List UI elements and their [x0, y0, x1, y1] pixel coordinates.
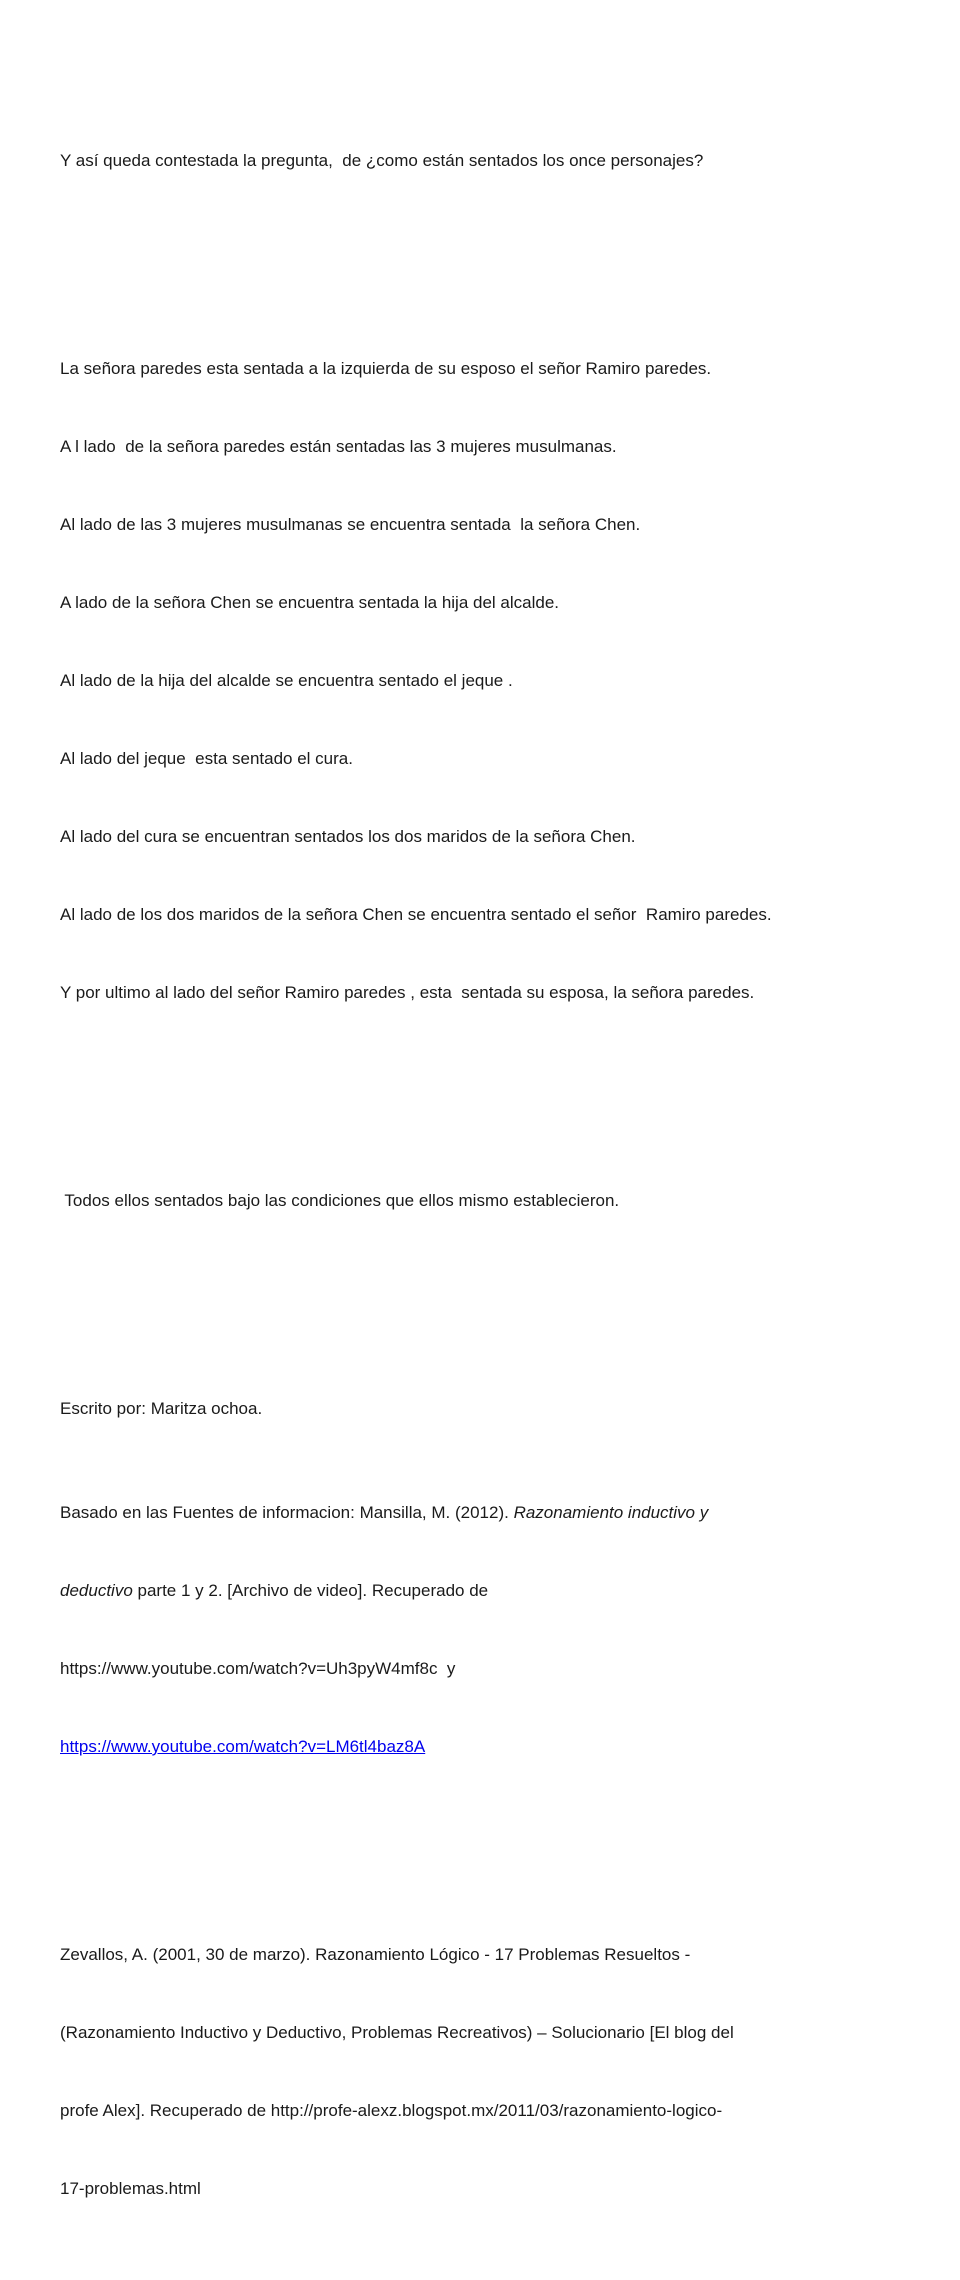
seating-line-5: Al lado de la hija del alcalde se encuentra sentado el jeque .	[60, 671, 513, 690]
reference-1-title-a: Razonamiento inductivo y	[513, 1503, 709, 1522]
reference-1-url-2-line	[60, 1734, 900, 1760]
seating-line-6: Al lado del jeque esta sentado el cura.	[60, 749, 353, 768]
spacer	[60, 1292, 900, 1318]
reference-1-line-2	[60, 1578, 900, 1604]
conclusion-paragraph: Todos ellos sentados bajo las condiciones que ellos mismo establecieron.	[60, 1191, 620, 1210]
reference-1-line-1	[60, 1500, 900, 1526]
seating-line-1: La señora paredes esta sentada a la izquierda de su esposo el señor Ramiro paredes.	[60, 359, 712, 378]
seating-line-3: Al lado de las 3 mujeres musulmanas se encuentra sentada la señora Chen.	[60, 515, 641, 534]
seating-line-4: A lado de la señora Chen se encuentra sentada la hija del alcalde.	[60, 593, 560, 612]
reference-2-line-3: profe Alex]. Recuperado de http://profe-alexz.blogspot.mx/2011/03/razonamiento-logico-	[60, 2101, 723, 2120]
spacer	[60, 1838, 900, 1864]
reference-2-line-1: Zevallos, A. (2001, 30 de marzo). Razonamiento Lógico - 17 Problemas Resueltos -	[60, 1945, 691, 1964]
seating-line-9: Y por ultimo al lado del señor Ramiro paredes , esta sentada su esposa, la señora paredes.	[60, 983, 755, 1002]
author-line: Escrito por: Maritza ochoa.	[60, 1399, 263, 1418]
spacer	[60, 252, 900, 278]
reference-1-prefix: Basado en las Fuentes de informacion: Mansilla, M. (2012).	[60, 1503, 514, 1522]
document-body	[60, 70, 900, 2280]
intro-paragraph: Y así queda contestada la pregunta, de ¿como están sentados los once personajes?	[60, 151, 704, 170]
reference-2-line-2: (Razonamiento Inductivo y Deductivo, Problemas Recreativos) – Solucionario [El blog del	[60, 2023, 734, 2042]
reference-1-suffix: parte 1 y 2. [Archivo de video]. Recuperado de	[132, 1581, 489, 1600]
seating-line-8: Al lado de los dos maridos de la señora Chen se encuentra sentado el señor Ramiro paredes.	[60, 905, 772, 924]
seating-line-7: Al lado del cura se encuentran sentados los dos maridos de la señora Chen.	[60, 827, 636, 846]
reference-2-line-4: 17-problemas.html	[60, 2179, 201, 2198]
reference-1-url-1: https://www.youtube.com/watch?v=Uh3pyW4mf8c y	[60, 1659, 456, 1678]
seating-line-2: A l lado de la señora paredes están sentadas las 3 mujeres musulmanas.	[60, 437, 617, 456]
spacer	[60, 1084, 900, 1110]
reference-1-title-b: deductivo	[60, 1581, 133, 1600]
reference-1-url-2-link[interactable]: https://www.youtube.com/watch?v=LM6tl4baz8A	[60, 1737, 426, 1756]
